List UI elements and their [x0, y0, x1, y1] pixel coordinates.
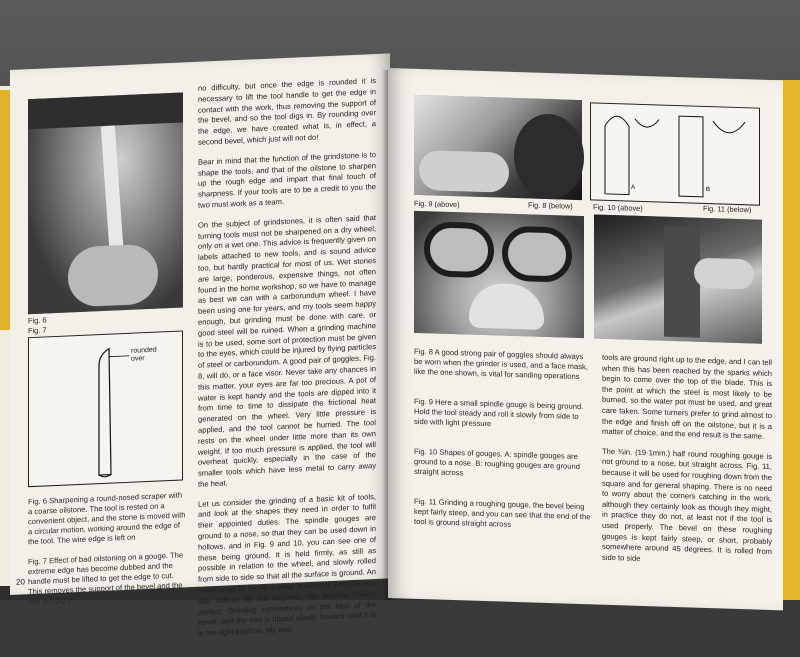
fig10-caption: Fig. 10 Shapes of gouges. A: spindle gouges are ground to a nose. B: roughing gouges are ground straight across	[414, 446, 580, 478]
body-paragraph: Let us consider the grinding of a basic kit of tools, and look at the shapes they need in order to fulfil their appointed duties. The spindle gouges are ground to a nose, so that they can be used down in hollows, and in Fig. 9 and 10, you can see one of these being ground. It is held firmly, as still as possible in relation to the wheel, and slowly rolled from side to side so that all the surface is ground. An even bevel all round is what is wanted, and this is a little difficult for the beginner, but practice makes perfect. Grinding commences on the heel of the bevel, and the tool is tipped slowly forward until it is in the right position. My own	[198, 491, 376, 639]
fig8-label: Fig. 8 (below)	[528, 200, 573, 211]
fig7-label: Fig. 7	[28, 325, 47, 336]
body-paragraph: On the subject of grindstones, it is often said that turning tools must not be sharpened on a dry wheel, only on a wet one. This advice is frequently given on labels attached to new tools, and is sound advice too, but hardly practical for most of us. Wet stones are large, ponderous, expensive things, not often found in the home workshop, so we have to manage as best we can with a carborundum wheel. I have been using one for years, and my tools seem happy enough, but grinding must be done with care, or good steel will be ruined. When a grinding machine is to be used, some sort of protection must be given to the eyes, which could be injured by flying particles of steel or carborundum. A good pair of goggles, Fig. 8, will do, or a face visor. Never take any chances in this matter, your eyes are far too precious. A pot of water is kept handy and the tools are dipped into it from time to time to dissipate the frictional heat generated on the wheel. Very little pressure is applied, and the tool cannot be hurried. The tool rests on the wheel under little more than its own weight. If too much pressure is applied, the tool will overheat quickly, especially in the case of the smaller tools which have less metal to carry away the heat.	[198, 212, 376, 489]
fig10-a-label: A	[631, 184, 636, 191]
fig9-label: Fig. 9 (above)	[414, 198, 460, 210]
left-page	[10, 53, 390, 639]
fig7-caption: Fig. 7 Effect of bad oilstoning on a gouge. The extreme edge has become dubbed and the handle must be lifted to get the edge to cut. This removes the support of the bevel and the tool will dig in	[28, 550, 184, 607]
left-body-text	[198, 76, 376, 649]
fig7-annotation: rounded over	[131, 346, 157, 363]
fig9-caption: Fig. 9 Here a small spindle gouge is being ground. Hold the tool steady and roll it slowly from side to side with light pressure	[414, 396, 584, 429]
left-captions	[28, 490, 186, 617]
right-captions	[414, 347, 592, 543]
fig10-b-label: B	[706, 186, 711, 194]
fig11-caption: Fig. 11 Grinding a roughing gouge, the bevel being kept fairly steep, and you can see that the end of the tool is ground straight across	[414, 496, 591, 529]
fig6-photo	[28, 92, 183, 314]
body-paragraph: no difficulty, but once the edge is rounded it is necessary to lift the tool handle to get the edge in contact with the work, thus removing the support of the bevel, and so the tool digs in. By rounding over the edge, we have created what is, in effect, a second bevel, which just will not do!	[198, 76, 376, 147]
fig6-label: Fig. 6	[28, 315, 47, 326]
body-paragraph: The ¾in. (19·1mm.) half round roughing gouge is not ground to a nose, but straight across. Fig. 11, because it will be used for roughing down from the square and for general shaping. There is no need to worry about the corners catching in the work, although they certainly look as though they might, in practice they do not, at least not if the tool is used properly. The bevel on these roughing gouges is kept fairly steep, or short, probably somewhere around 45 degrees. It is rolled from side to side	[602, 446, 772, 563]
fig10-label: Fig. 10 (above)	[593, 202, 643, 214]
fig9-photo	[414, 95, 582, 200]
fig7-diagram	[28, 330, 183, 487]
body-paragraph: Bear in mind that the function of the grindstone is to shape the tools, and that of the oilstone to sharpen up the rough edge and impart that final touch of sharpness. If your tools are to be a credit to you the two must work as a team.	[198, 149, 376, 210]
fig6-caption: Fig. 6 Sharpening a round-nosed scraper with a coarse oilstone. The tool is rested on a convenient object, and the stone is moved with a circular motion, working around the edge of the tool. The wire edge is left on	[28, 490, 186, 547]
fig8-caption: Fig. 8 A good strong pair of goggles should always be worn when the grinder is used, and a face mask, like the one shown, is vital for sanding operations	[414, 346, 588, 382]
fig10-diagram	[590, 102, 760, 205]
body-paragraph: tools are ground right up to the edge, and I can tell when this has been reached by the sparks which begin to come over the top of the blade. This is the point at which the steel is most likely to be burned, so the water pot must be used, and great care taken. Some turners prefer to grind almost to the edge and finish off on the oilstone, but it is a matter of choice, and the end result is the same.	[602, 352, 772, 441]
right-body-text	[602, 353, 772, 578]
page-number: 20	[16, 577, 25, 587]
right-page	[388, 68, 783, 610]
fig8-photo	[414, 211, 584, 338]
fig11-label: Fig. 11 (below)	[703, 203, 752, 215]
gouge-shapes-drawing	[591, 103, 759, 204]
fig11-photo	[594, 214, 762, 343]
